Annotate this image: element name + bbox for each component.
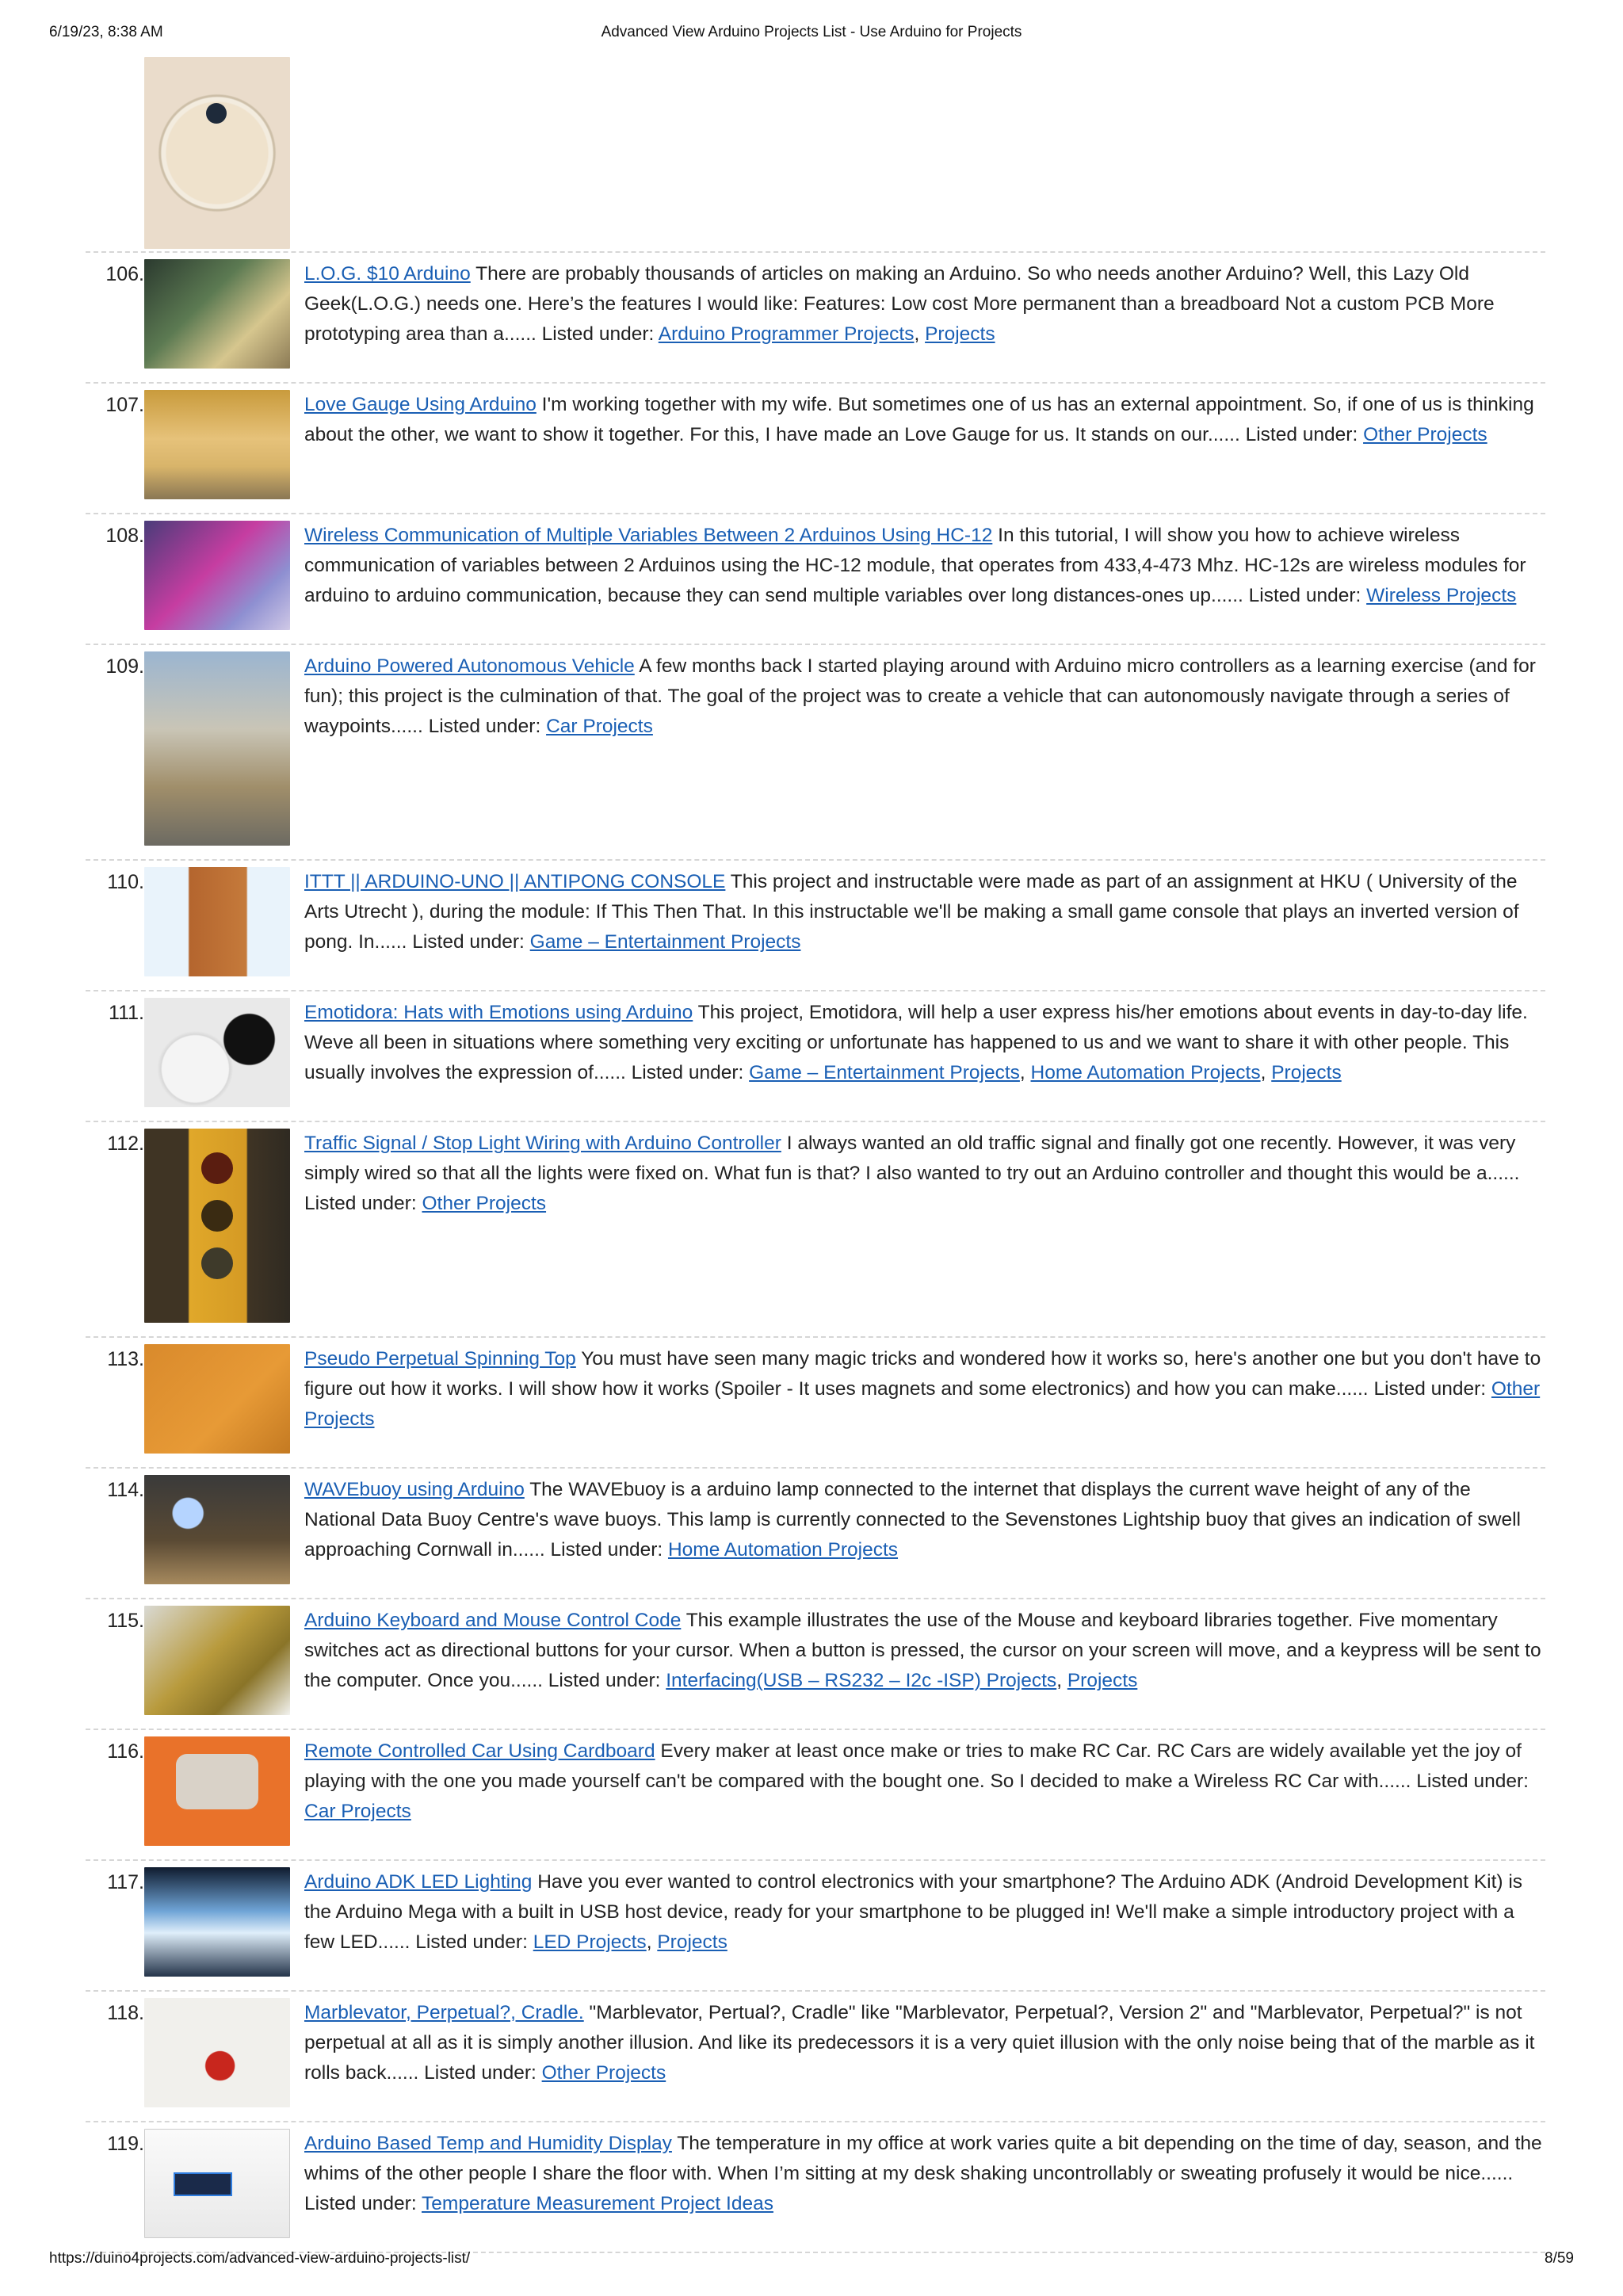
category-link[interactable]: Projects [1067, 1670, 1138, 1691]
listed-under-label: Listed under: [412, 931, 525, 953]
list-item [86, 55, 1545, 253]
print-page-title: Advanced View Arduino Projects List - Use Arduino for Projects [601, 24, 1022, 40]
listed-under-label: Listed under: [550, 1539, 663, 1561]
project-description [304, 1998, 1545, 2088]
project-summary: This project and instructable were made as part of an assignment at HKU ( University of the Arts Utrecht ), during the module: If This Then That. In this instructable we'll be making a small game console that plays an inverted version of pong. In...... [304, 871, 1519, 953]
category-link[interactable]: Projects [657, 1931, 727, 1953]
project-title-link[interactable]: Remote Controlled Car Using Cardboard [304, 1740, 655, 1762]
project-summary: This project, Emotidora, will help a user express his/her emotions about events in day-to-day life. Weve all been in situations where something very exciting or unfortunate has happened to us and we want to share it with other people. This usually involves the expression of...... [304, 1002, 1528, 1083]
print-url: https://duino4projects.com/advanced-view-arduino-projects-list/ [49, 2250, 471, 2267]
project-description [304, 521, 1545, 611]
project-title-link[interactable]: Love Gauge Using Arduino [304, 394, 537, 415]
project-title-link[interactable]: L.O.G. $10 Arduino [304, 263, 471, 285]
listed-under-label: Listed under: [1248, 585, 1361, 606]
project-list [86, 55, 1545, 2253]
project-summary: "Marblevator, Pertual?, Cradle" like "Marblevator, Perpetual?, Version 2" and "Marblevator, Perpetual?" is not perpetual at all as it is simply another illusion. And like its predecessors it is a very quiet illusion with the only noise being that of the marble as it rolls back...... [304, 2002, 1535, 2084]
project-thumbnail[interactable] [144, 390, 290, 499]
project-title-link[interactable]: Arduino ADK LED Lighting [304, 1871, 533, 1893]
list-item [86, 514, 1545, 645]
project-thumbnail[interactable] [144, 1129, 290, 1323]
project-summary: The temperature in my office at work varies quite a bit depending on the time of day, season, and the whims of the other people I share the floor with. When I’m sitting at my desk shaking uncontrollably or sweating profusely it would be nice...... [304, 2133, 1542, 2184]
item-number: 107. [105, 394, 144, 416]
project-description [304, 867, 1545, 957]
project-thumbnail[interactable] [144, 1736, 290, 1846]
project-summary: This example illustrates the use of the Mouse and keyboard libraries together. Five momentary switches act as directional buttons for your cursor. When a button is pressed, the cursor on your screen will move, and a keypress will be sent to the computer. Once you...... [304, 1610, 1541, 1691]
project-thumbnail[interactable] [144, 2129, 290, 2238]
listed-under-label: Listed under: [304, 1193, 417, 1214]
category-link[interactable]: Home Automation Projects [1030, 1062, 1261, 1083]
list-item [86, 1122, 1545, 1338]
project-summary: The WAVEbuoy is a arduino lamp connected to the internet that displays the current wave height of any of the National Data Buoy Centre's wave buoys. This lamp is currently connected to the Sevenstones Lightship buoy that gives an indication of swell approaching Cornwall in...... [304, 1479, 1521, 1561]
project-summary: I'm working together with my wife. But sometimes one of us has an external appointment. So, if one of us is thinking about the other, we want to show it together. For this, I have made an Love Gauge for us. It stands on our...... [304, 394, 1534, 445]
category-link[interactable]: Wireless Projects [1366, 585, 1517, 606]
category-link[interactable]: Arduino Programmer Projects [658, 323, 915, 345]
list-item [86, 1992, 1545, 2122]
project-description [304, 1129, 1545, 1219]
item-number: 118. [107, 2002, 144, 2024]
project-description [304, 1475, 1545, 1565]
project-title-link[interactable]: Wireless Communication of Multiple Variables Between 2 Arduinos Using HC-12 [304, 525, 993, 546]
list-item [86, 253, 1545, 384]
category-link[interactable]: Other Projects [304, 1378, 1541, 1430]
listed-under-label: Listed under: [304, 2193, 417, 2214]
item-number: 110. [107, 871, 144, 893]
project-description [304, 1344, 1545, 1435]
project-summary: You must have seen many magic tricks and wondered how it works so, here's another one but you don't have to figure out how it works. I will show how it works (Spoiler - It uses magnets and some electronics) and how you can make...... [304, 1348, 1541, 1400]
category-link[interactable]: LED Projects [533, 1931, 647, 1953]
project-thumbnail[interactable] [144, 1867, 290, 1977]
project-thumbnail[interactable] [144, 1998, 290, 2107]
category-link[interactable]: Interfacing(USB – RS232 – I2c -ISP) Projects [666, 1670, 1057, 1691]
listed-under-label: Listed under: [1245, 424, 1358, 445]
listed-under-label: Listed under: [1373, 1378, 1487, 1400]
project-summary: There are probably thousands of articles on making an Arduino. So who needs another Arduino? Well, this Lazy Old Geek(L.O.G.) needs one. Here’s the features I would like: Features: Low cost More permanent than a breadboard Not a custom PCB More prototyping area than a...... [304, 263, 1495, 345]
project-thumbnail[interactable] [144, 57, 290, 249]
project-description: Arduino Keyboard and Mouse Control Code This example illustrates the use of the Mouse and keyboard libraries together. Five momentary switches act as directional buttons for your cursor. When a button is pressed, the cursor on your screen will move, and a keypress will be sent to the computer. Once you...... Listed under: Interfacing(USB – RS232 – I2c -ISP) Projects, Projects [304, 1610, 1541, 1691]
item-number: 115. [107, 1610, 144, 1632]
item-number: 108. [105, 525, 144, 547]
project-summary: Every maker at least once make or tries to make RC Car. RC Cars are widely available yet the joy of playing with the one you made yourself can't be compared with the bought one. So I decided to make a Wireless RC Car with...... [304, 1740, 1522, 1792]
project-thumbnail[interactable] [144, 651, 290, 846]
project-title-link[interactable]: Emotidora: Hats with Emotions using Arduino [304, 1002, 693, 1023]
project-title-link[interactable]: Traffic Signal / Stop Light Wiring with Arduino Controller [304, 1133, 781, 1154]
listed-under-label: Listed under: [1416, 1771, 1529, 1792]
project-thumbnail[interactable] [144, 867, 290, 976]
project-thumbnail[interactable] [144, 1606, 290, 1715]
project-thumbnail[interactable] [144, 521, 290, 630]
list-item [86, 1730, 1545, 1861]
project-thumbnail[interactable] [144, 1344, 290, 1454]
list-item [86, 991, 1545, 1122]
listed-under-label: Listed under: [415, 1931, 528, 1953]
category-link[interactable]: Other Projects [422, 1193, 547, 1214]
project-summary: Have you ever wanted to control electronics with your smartphone? The Arduino ADK (Android Development Kit) is the Arduino Mega with a built in USB host device, ready for your smartphone to be plugged in! We'll make a simple introductory project with a few LED...... [304, 1871, 1523, 1953]
project-title-link[interactable]: Arduino Keyboard and Mouse Control Code [304, 1610, 682, 1631]
project-title-link[interactable]: Marblevator, Perpetual?, Cradle. [304, 2002, 584, 2023]
category-link[interactable]: Home Automation Projects [667, 1539, 899, 1561]
project-thumbnail[interactable] [144, 1475, 290, 1584]
listed-under-label: Listed under: [541, 323, 655, 345]
list-item [86, 1338, 1545, 1469]
project-description [304, 651, 1545, 742]
category-link[interactable]: Temperature Measurement Project Ideas [422, 2193, 773, 2214]
item-number: 112. [107, 1133, 144, 1155]
list-item [86, 645, 1545, 861]
listed-under-label: Listed under: [428, 716, 541, 737]
project-description: Arduino ADK LED Lighting Have you ever wanted to control electronics with your smartphone? The Arduino ADK (Android Development Kit) is the Arduino Mega with a built in USB host device, ready for your smartphone to be plugged in! We'll make a simple introductory project with a few LED...... Listed under: LED Projects, Projects [304, 1871, 1523, 1953]
listed-under-label: Listed under: [424, 2062, 537, 2084]
listed-under-label: Listed under: [548, 1670, 661, 1691]
project-summary: A few months back I started playing around with Arduino micro controllers as a learning exercise (and for fun); this project is the culmination of that. The goal of the project was to create a vehicle that can autonomously navigate through a series of waypoints...... [304, 655, 1536, 737]
print-header [49, 24, 1574, 51]
category-link[interactable]: Car Projects [304, 1801, 411, 1822]
project-title-link[interactable]: Arduino Powered Autonomous Vehicle [304, 655, 635, 677]
project-thumbnail[interactable] [144, 998, 290, 1107]
project-title-link[interactable]: WAVEbuoy using Arduino [304, 1479, 525, 1500]
list-item [86, 1469, 1545, 1599]
item-number: 119. [107, 2133, 144, 2155]
project-description: Emotidora: Hats with Emotions using Arduino This project, Emotidora, will help a user express his/her emotions about events in day-to-day life. Weve all been in situations where something very exciting or unfortunate has happened to us and we want to share it with other people. This usually involves the expression of...... Listed under: Game – Entertainment Projects, Home Automation Projects, Projects [304, 1002, 1528, 1083]
category-link[interactable]: Projects [925, 323, 995, 345]
project-title-link[interactable]: ITTT || ARDUINO-UNO || ANTIPONG CONSOLE [304, 871, 726, 892]
item-number: 113. [107, 1348, 144, 1370]
listed-under-label: Listed under: [631, 1062, 744, 1083]
print-footer [49, 2250, 1574, 2274]
item-number: 117. [107, 1871, 144, 1893]
category-link[interactable]: Other Projects [541, 2062, 666, 2084]
project-description [304, 1736, 1545, 1827]
item-number: 106. [105, 263, 144, 285]
project-description [304, 2129, 1545, 2219]
list-item [86, 861, 1545, 991]
item-number: 114. [107, 1479, 144, 1501]
project-description: L.O.G. $10 Arduino There are probably thousands of articles on making an Arduino. So who needs another Arduino? Well, this Lazy Old Geek(L.O.G.) needs one. Here’s the features I would like: Features: Low cost More permanent than a breadboard Not a custom PCB More prototyping area than a...... Listed under: Arduino Programmer Projects, Projects [304, 263, 1495, 345]
list-item [86, 1861, 1545, 1992]
category-link[interactable]: Game – Entertainment Projects [749, 1062, 1020, 1083]
category-link[interactable]: Car Projects [546, 716, 653, 737]
item-number: 116. [107, 1740, 144, 1763]
project-description [304, 390, 1545, 450]
item-number: 111. [109, 1002, 144, 1024]
category-link[interactable]: Projects [1271, 1062, 1342, 1083]
category-link[interactable]: Game – Entertainment Projects [529, 931, 801, 953]
item-number: 109. [105, 655, 144, 678]
project-summary: In this tutorial, I will show you how to achieve wireless communication of variables between 2 Arduinos using the HC-12 module, that operates from 433,4-473 Mhz. HC-12s are wireless modules for arduino to arduino communication, because they can send multiple variables over long distances-ones up...... [304, 525, 1526, 606]
project-summary: I always wanted an old traffic signal and finally got one recently. However, it was very simply wired so that all the lights were fixed on. What fun is that? I also wanted to try out an Arduino controller and thought this would be a...... [304, 1133, 1520, 1184]
print-date: 6/19/23, 8:38 AM [49, 24, 163, 40]
category-link[interactable]: Other Projects [1363, 424, 1487, 445]
list-item [86, 1599, 1545, 1730]
page-number: 8/59 [1545, 2250, 1574, 2267]
project-thumbnail[interactable] [144, 259, 290, 369]
list-item [86, 384, 1545, 514]
list-item [86, 2122, 1545, 2253]
project-title-link[interactable]: Pseudo Perpetual Spinning Top [304, 1348, 576, 1370]
project-title-link[interactable]: Arduino Based Temp and Humidity Display [304, 2133, 672, 2154]
